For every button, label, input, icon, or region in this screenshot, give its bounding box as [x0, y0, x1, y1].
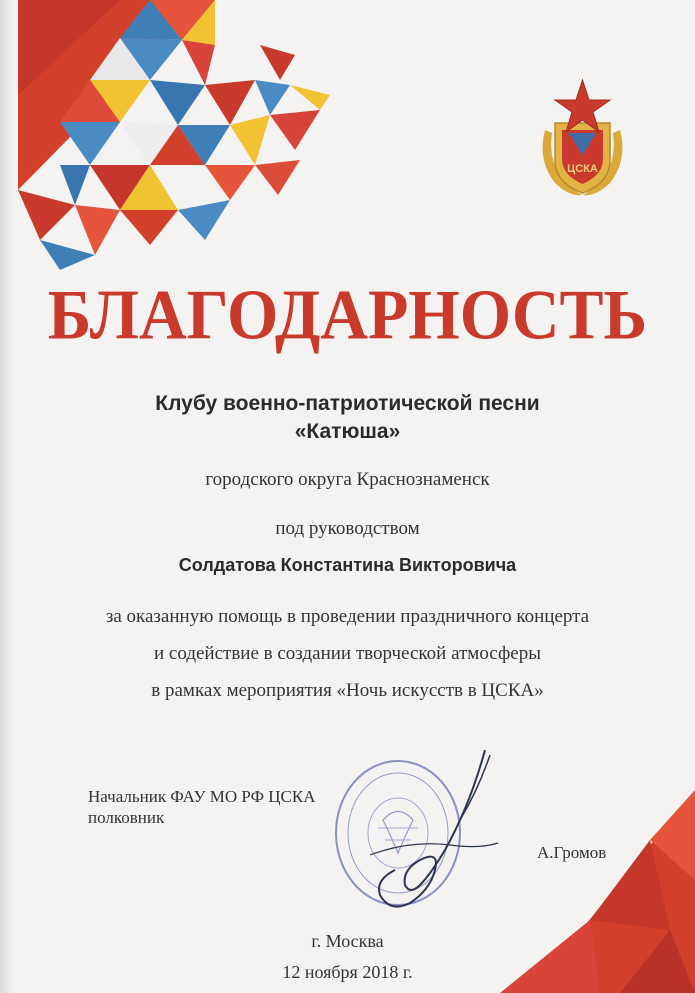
recipient-line-2: «Катюша»	[294, 420, 401, 443]
district-text: городского округа Краснознаменск	[205, 469, 490, 490]
cska-emblem	[535, 75, 630, 200]
certificate-title: БЛАГОДАРНОСТЬ	[47, 276, 648, 355]
signatory-name: А.Громов	[537, 843, 607, 862]
reason-line-3: в рамках мероприятия «Ночь искусств в ЦСКА»	[151, 680, 544, 701]
leadership-text: под руководством	[275, 518, 420, 539]
recipient-line-1: Клубу военно-патриотической песни	[155, 392, 540, 415]
corner-triangle-decoration	[470, 770, 695, 993]
signatory-rank: полковник	[88, 808, 165, 827]
footer-date: 12 ноября 2018 г.	[282, 962, 413, 982]
triangle-mosaic-decoration	[0, 0, 340, 270]
reason-line-2: и содействие в создании творческой атмосферы	[154, 643, 541, 664]
footer-city: г. Москва	[311, 931, 384, 951]
signatory-position: Начальник ФАУ МО РФ ЦСКА	[88, 787, 316, 806]
emblem-text: ЦСКА	[567, 163, 598, 175]
handwritten-signature	[350, 745, 500, 920]
reason-line-1: за оказанную помощь в проведении праздничного концерта	[105, 606, 590, 627]
leader-name: Солдатова Константина Викторовича	[178, 555, 517, 575]
